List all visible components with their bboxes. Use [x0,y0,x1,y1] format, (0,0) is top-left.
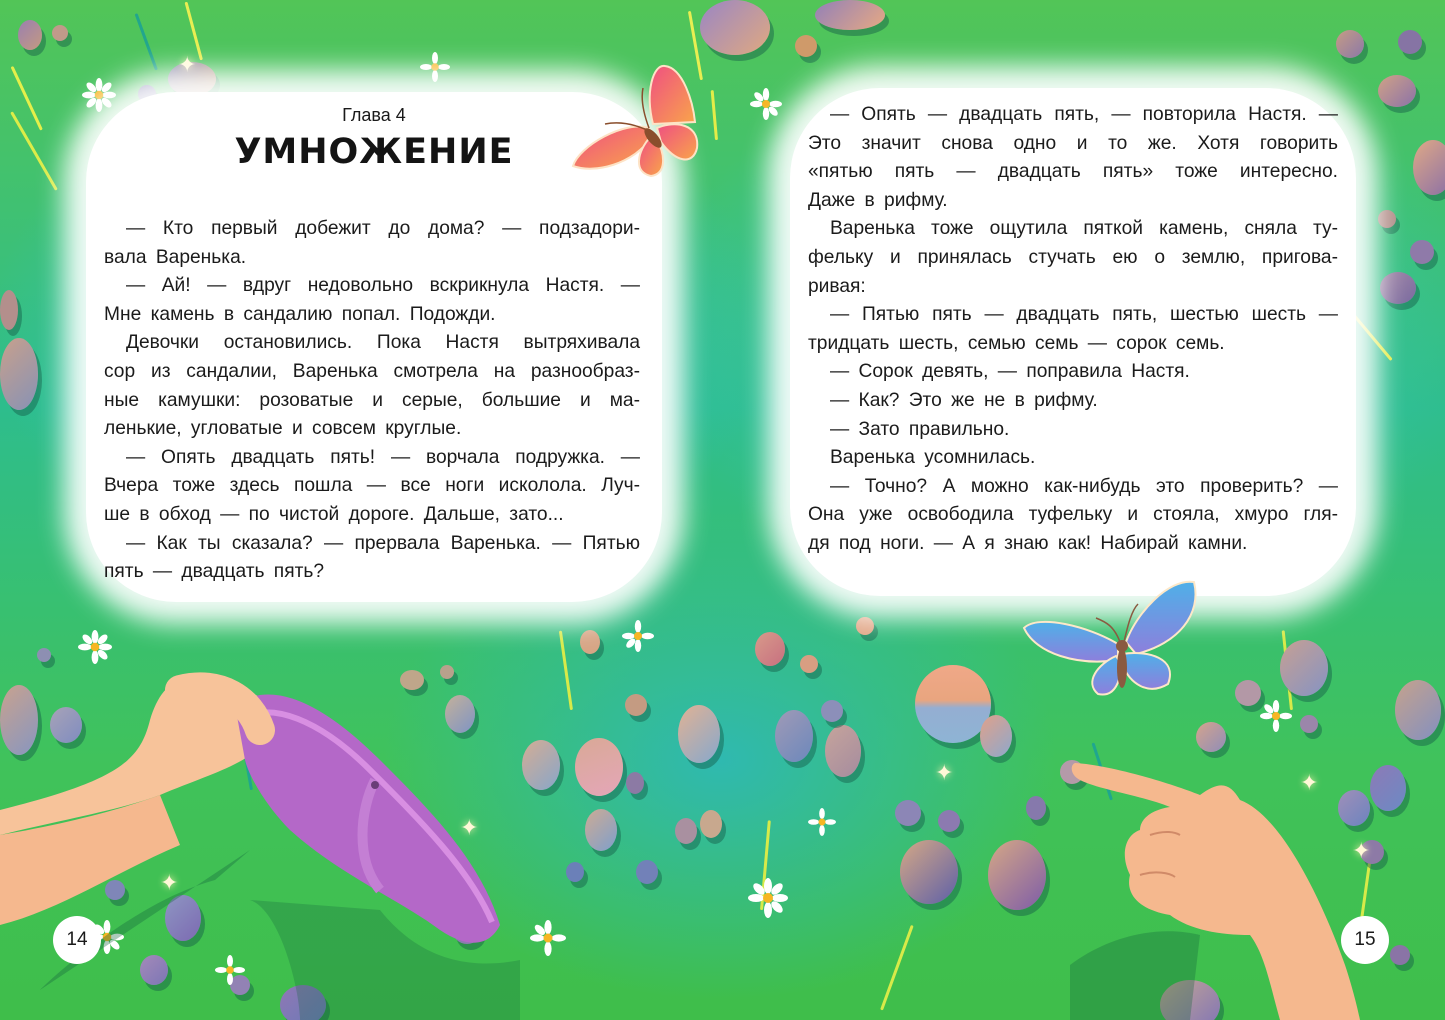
daisy-icon [808,808,836,836]
text-line: — Опять двадцать пять! — ворчала подружка. — [126,446,640,468]
text-line: ривая: [808,275,866,297]
text-line: Девочки остановились. Пока Настя вытряхивала [126,332,640,354]
text-line: ные камушки: розоватые и серые, большие и ма- [104,389,640,411]
text-line: Варенька усомнилась. [830,447,1036,469]
page-number-right: 15 [1341,916,1389,964]
text-line: пять — двадцать пять? [104,561,325,583]
text-line: Варенька тоже ощутила пяткой камень, сняла ту- [830,218,1338,240]
chapter-label: Глава 4 [342,105,406,125]
book-spread: ✦ ✦ ✦ ✦ ✦ ✦ Глава 4 УМНОЖЕНИЕ — Кто первый добежит до дома? — подзадори- вала Варенька. — Ай! — вдруг недовольно вскрикнула Настя. — Мне камень в сандалию попал. Подожди. Девочки остановились. Пока Настя вытряхивала сор из сандалии, Варенька смотрела на разнообраз- ные камушки: розоватые и серые, большие и ма- ленькие, угловатые и совсем круглые. — Опять двадцать пять! — ворчала подружка. — Вчера тоже здесь пошла — все ноги исколола. Луч- ше в обход — по чистой дороге. Дальше, зато... — Как ты сказала? — прервала Варенька. — Пятью пять — двадцать пять? — Опять — двадцать пять, — повторила Настя. — Это значит снова одно и то же. Хотя говорить «пятью пять — двадцать пять» тоже интересно. Даже в рифму. Варенька тоже ощутила пяткой камень, сняла ту- фельку и принялась стучать ею о землю, пригова- ривая: — Пятью пять — двадцать пять, шестью шесть — тридцать шесть, семью семь — сорок семь. — Сорок девять, — поправила Настя. — Как? Это же не в рифму. — Зато правильно. Варенька усомнилась. — Точно? А можно как-нибудь это проверить? — Она уже освободила туфельку и стояла, хмуро гля- дя под ноги. — А я знаю как! Набирай камни. 14 15 [0,0,1445,1020]
text-line: Мне камень в сандалию попал. Подожди. [104,303,496,325]
daisy-icon [530,920,566,956]
text-line: сор из сандалии, Варенька смотрела на разнообраз- [104,360,640,382]
daisy-icon [748,878,788,918]
left-page-text [104,215,640,587]
daisy-icon [750,88,782,120]
text-line: — Точно? А можно как-нибудь это проверить? — [830,475,1338,497]
text-line: — Как? Это же не в рифму. [830,389,1098,411]
text-line: — Опять — двадцать пять, — повторила Настя. — [830,104,1338,125]
blue-butterfly-illustration [1018,574,1198,699]
text-line: «пятью пять — двадцать пять» тоже интересно. [808,161,1338,183]
text-line: Вчера тоже здесь пошла — все ноги исколола. Луч- [104,475,640,497]
text-line: тридцать шесть, семью семь — сорок семь. [808,332,1225,354]
text-line: вала Варенька. [104,246,247,268]
page-number-left: 14 [53,916,101,964]
text-line: Она уже освободила туфельку и стояла, хмуро гля- [808,504,1338,526]
text-line: — Как ты сказала? — прервала Варенька. — Пятью [126,532,640,554]
right-page-text [808,101,1338,559]
chapter-title: УМНОЖЕНИЕ [234,132,514,172]
text-line: фельку и принялась стучать ею о землю, пригова- [808,246,1338,268]
text-line: Даже в рифму. [808,189,948,211]
text-line: — Зато правильно. [830,418,1010,440]
pointing-hand-illustration [1070,735,1445,1020]
text-line: ленькие, угловатые и совсем круглые. [104,418,462,440]
text-line: Это значит снова одно и то же. Хотя говорить [808,132,1338,154]
text-line: ше в обход — по чистой дороге. Дальше, зато... [104,503,564,525]
text-line: — Пятью пять — двадцать пять, шестью шесть — [830,304,1338,326]
daisy-icon [420,52,450,82]
daisy-icon [622,620,654,652]
hand-holding-shoe-illustration [0,660,520,1020]
daisy-icon [1260,700,1292,732]
text-line: — Кто первый добежит до дома? — подзадори- [126,218,640,239]
text-line: дя под ноги. — А я знаю как! Набирай камни. [808,532,1248,554]
text-line: — Ай! — вдруг недовольно вскрикнула Настя. — [126,275,640,297]
text-line: — Сорок девять, — поправила Настя. [830,361,1190,383]
daisy-icon [78,630,112,664]
